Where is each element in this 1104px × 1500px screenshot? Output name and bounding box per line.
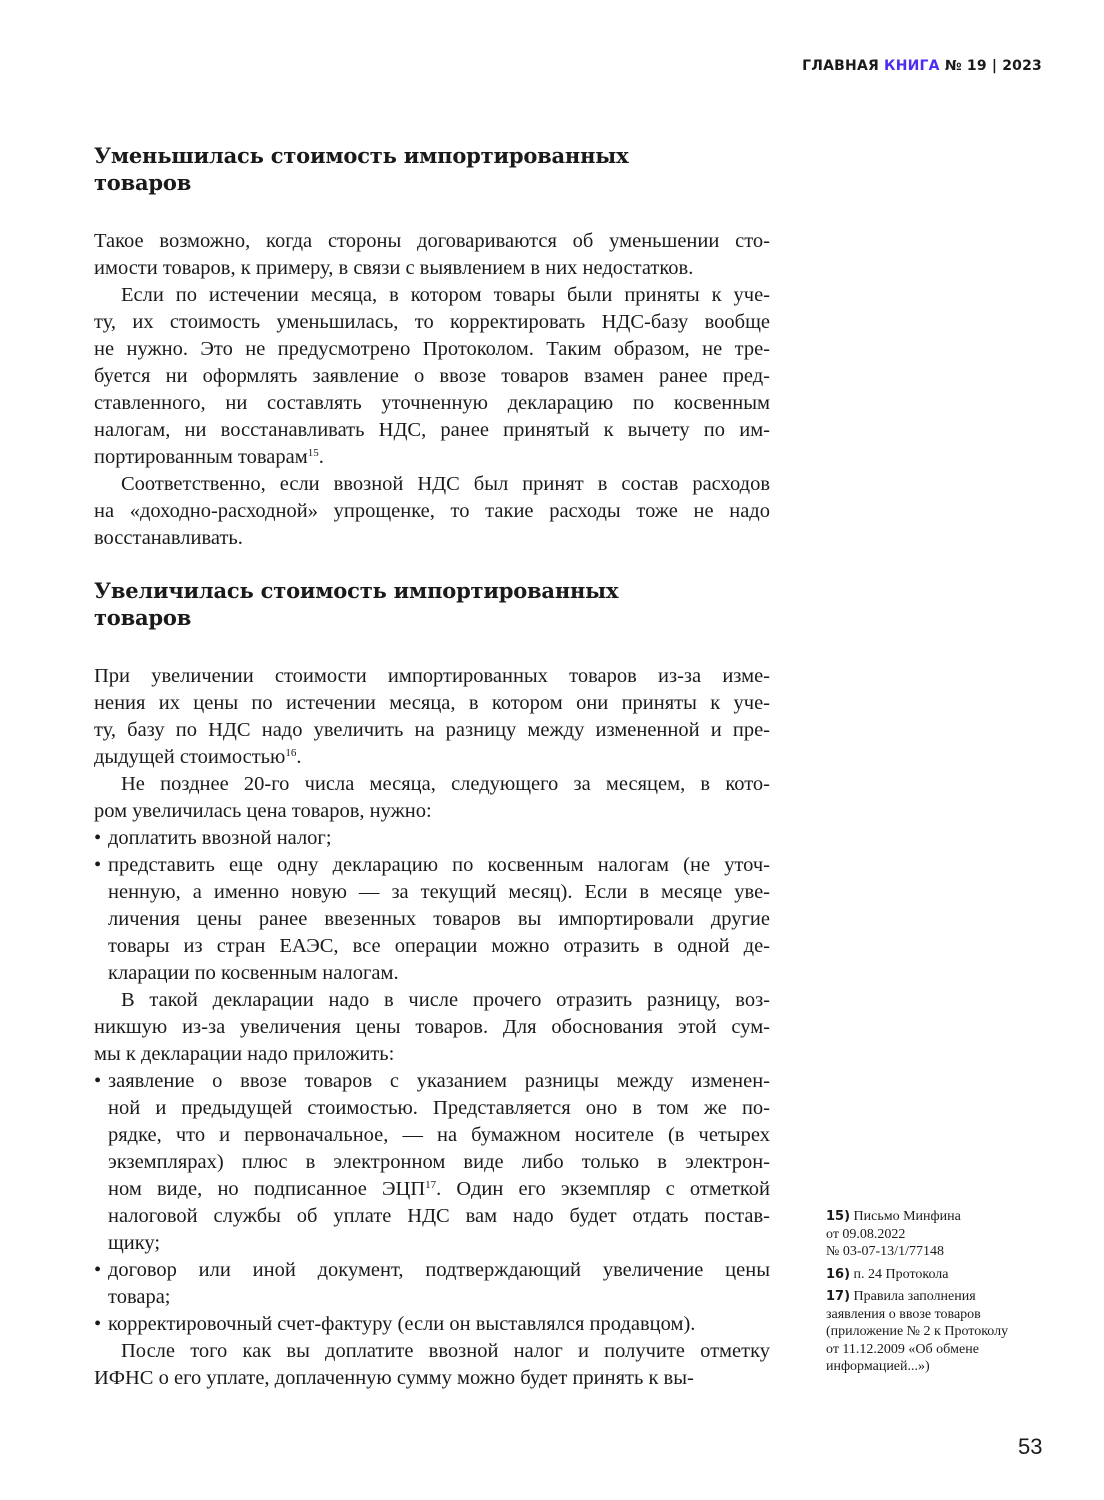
text-line <box>94 1284 770 1311</box>
paragraph <box>94 663 770 771</box>
footnote-number: 17) <box>826 1289 851 1304</box>
footnote-line <box>826 1306 1056 1324</box>
line-text: ром увеличилась цена товаров, нужно: <box>94 800 432 822</box>
footnote-text: Правила заполнения <box>853 1289 976 1304</box>
footnote-text: Письмо Минфина <box>853 1209 961 1224</box>
text-line <box>94 879 770 906</box>
line-text: рядке, что и первоначальное, — на бумажном носителе (в четырех <box>108 1124 770 1146</box>
footnote-line <box>826 1208 1056 1226</box>
line-text: Если по истечении месяца, в котором товары были приняты к уче- <box>121 284 770 306</box>
footnotes <box>826 1208 1056 1381</box>
bullet-item <box>94 1257 770 1311</box>
line-text: мы к декларации надо приложить: <box>94 1043 395 1065</box>
line-text: восстанавливать. <box>94 527 243 549</box>
footnote-text: заявления о ввозе товаров <box>826 1306 981 1322</box>
line-text: После того как вы доплатите ввозной налог и получите отметку <box>121 1340 770 1362</box>
footnote <box>826 1266 1056 1284</box>
text-line <box>94 1365 770 1392</box>
footnote-text: от 09.08.2022 <box>826 1226 906 1242</box>
line-text: товары из стран ЕАЭС, все операции можно отразить в одной де- <box>108 935 770 957</box>
footnote-text: информацией...») <box>826 1359 930 1374</box>
footnote-ref: 16 <box>285 747 297 759</box>
paragraph <box>94 1338 770 1392</box>
line-text: доплатить ввозной налог; <box>108 827 332 849</box>
footnote-line <box>826 1226 1056 1244</box>
text-line <box>94 744 770 771</box>
line-text: на «доходно-расходной» упрощенке, то такие расходы тоже не надо <box>94 500 770 522</box>
line-text: Такое возможно, когда стороны договариваются об уменьшении сто- <box>94 230 770 252</box>
line-text: заявление о ввозе товаров с указанием разницы между изменен- <box>108 1070 770 1092</box>
text-line <box>94 363 770 390</box>
paragraph <box>94 987 770 1068</box>
text-line <box>94 663 770 690</box>
footnote-line <box>826 1288 1056 1306</box>
heading-line: Увеличилась стоимость импортированных <box>94 578 619 603</box>
text-line <box>94 1257 770 1284</box>
section-increased-cost <box>94 577 770 1392</box>
footnote-text: № 03-07-13/1/77148 <box>826 1244 944 1259</box>
line-text: щику; <box>108 1232 161 1254</box>
bullet-item <box>94 825 770 852</box>
line-text: налогам, ни восстанавливать НДС, ранее принятый к вычету по им- <box>94 419 770 441</box>
text-line <box>94 444 770 471</box>
line-text: ном виде, но подписанное ЭЦП <box>108 1178 426 1200</box>
text-line <box>94 717 770 744</box>
line-text: портированным товарам <box>94 446 308 468</box>
line-text: . Один его экземпляр с отметкой <box>436 1178 770 1200</box>
text-line <box>94 498 770 525</box>
bullet-icon: • <box>94 1070 102 1092</box>
text-line <box>94 798 770 825</box>
text-line <box>94 1149 770 1176</box>
line-text: договор или иной документ, подтверждающий увеличение цены <box>108 1259 770 1281</box>
line-text: корректировочный счет-фактуру (если он выставлялся продавцом). <box>108 1313 696 1335</box>
footnote-text: п. 24 Протокола <box>853 1266 949 1282</box>
running-header <box>802 58 1042 74</box>
issue-number: № 19 | 2023 <box>944 58 1042 74</box>
page-number: 53 <box>1018 1434 1043 1459</box>
line-text: товара; <box>108 1286 171 1308</box>
line-text: дыдущей стоимостью <box>94 746 286 768</box>
text-line <box>94 1041 770 1068</box>
bullet-icon: • <box>94 827 102 849</box>
line-text: Не позднее 20-го числа месяца, следующего за месяцем, в кото- <box>121 773 770 795</box>
line-text: кларации по косвенным налогам. <box>108 962 399 984</box>
footnote-number: 15) <box>826 1209 851 1224</box>
paragraph <box>94 228 770 282</box>
bullet-item <box>94 852 770 987</box>
text-line <box>94 1068 770 1095</box>
bullet-item <box>94 1311 770 1338</box>
text-line <box>94 336 770 363</box>
line-text: ненную, а именно новую — за текущий месяц). Если в месяце уве- <box>108 881 770 903</box>
text-line <box>94 1014 770 1041</box>
footnote-number: 16) <box>826 1266 851 1282</box>
line-text: ИФНС о его уплате, доплаченную сумму можно будет принять к вы- <box>94 1367 694 1389</box>
footnote-line <box>826 1341 1056 1359</box>
footnote-ref: 15 <box>307 447 319 459</box>
line-text: ту, их стоимость уменьшилась, то корректировать НДС-базу вообще <box>94 311 770 333</box>
line-text: никшую из-за увеличения цены товаров. Для обоснования этой сум- <box>94 1016 770 1038</box>
footnote-line <box>826 1323 1056 1341</box>
text-line <box>94 771 770 798</box>
text-line <box>94 852 770 879</box>
line-text: ставленного, ни составлять уточненную декларацию по косвенным <box>94 392 770 414</box>
line-text: налоговой службы об уплате НДС вам надо будет отдать постав- <box>108 1205 770 1227</box>
text-line <box>94 471 770 498</box>
bullet-item <box>94 1068 770 1257</box>
text-line <box>94 282 770 309</box>
line-text: не нужно. Это не предусмотрено Протоколом. Таким образом, не тре- <box>94 338 770 360</box>
text-line <box>94 1338 770 1365</box>
heading-line: Уменьшилась стоимость импортированных <box>94 143 629 168</box>
footnote-text: от 11.12.2009 «Об обмене <box>826 1341 979 1357</box>
text-line <box>94 228 770 255</box>
text-line <box>94 987 770 1014</box>
bullet-icon: • <box>94 1313 102 1335</box>
line-text: В такой декларации надо в числе прочего отразить разницу, воз- <box>121 989 770 1011</box>
text-line <box>94 1230 770 1257</box>
bullet-icon: • <box>94 1259 102 1281</box>
paragraph <box>94 471 770 552</box>
text-line <box>94 933 770 960</box>
line-text: Соответственно, если ввозной НДС был принят в состав расходов <box>121 473 770 495</box>
text-line <box>94 1095 770 1122</box>
footnote-line <box>826 1266 1056 1284</box>
paragraph <box>94 282 770 471</box>
footnote-text: (приложение № 2 к Протоколу <box>826 1324 1009 1339</box>
magazine-name: ГЛАВНАЯ <box>802 58 879 74</box>
text-line <box>94 906 770 933</box>
footnote-ref: 17 <box>425 1179 437 1191</box>
text-line <box>94 417 770 444</box>
section-heading <box>94 577 770 631</box>
footnote <box>826 1208 1056 1261</box>
footnote <box>826 1288 1056 1376</box>
text-line <box>94 1311 770 1338</box>
line-text: буется ни оформлять заявление о ввозе товаров взамен ранее пред- <box>94 365 770 387</box>
line-text: экземплярах) плюс в электронном виде либо только в электрон- <box>108 1151 770 1173</box>
footnote-line <box>826 1358 1056 1376</box>
text-line <box>94 690 770 717</box>
section-heading <box>94 142 770 196</box>
heading-line: товаров <box>94 170 192 195</box>
section-decreased-cost <box>94 142 770 552</box>
line-text: нения их цены по истечении месяца, в котором они приняты к уче- <box>94 692 770 714</box>
line-text: . <box>318 446 324 468</box>
line-text: При увеличении стоимости импортированных товаров из-за изме- <box>94 665 770 687</box>
line-text: ной и предыдущей стоимостью. Представляется оно в том же по- <box>108 1097 770 1119</box>
text-line <box>94 525 770 552</box>
text-line <box>94 960 770 987</box>
footnote-line <box>826 1243 1056 1261</box>
magazine-name-accent: КНИГА <box>884 58 940 74</box>
line-text: имости товаров, к примеру, в связи с выявлением в них недостатков. <box>94 257 694 279</box>
text-line <box>94 309 770 336</box>
line-text: ту, базу по НДС надо увеличить на разницу между измененной и пре- <box>94 719 770 741</box>
text-line <box>94 1122 770 1149</box>
text-line <box>94 390 770 417</box>
paragraph <box>94 771 770 825</box>
line-text: . <box>296 746 302 768</box>
text-line <box>94 255 770 282</box>
line-text: представить еще одну декларацию по косвенным налогам (не уточ- <box>108 854 770 876</box>
text-line <box>94 1203 770 1230</box>
line-text: личения цены ранее ввезенных товаров вы импортировали другие <box>108 908 770 930</box>
text-line <box>94 1176 770 1203</box>
text-line <box>94 825 770 852</box>
bullet-icon: • <box>94 854 102 876</box>
heading-line: товаров <box>94 605 192 630</box>
